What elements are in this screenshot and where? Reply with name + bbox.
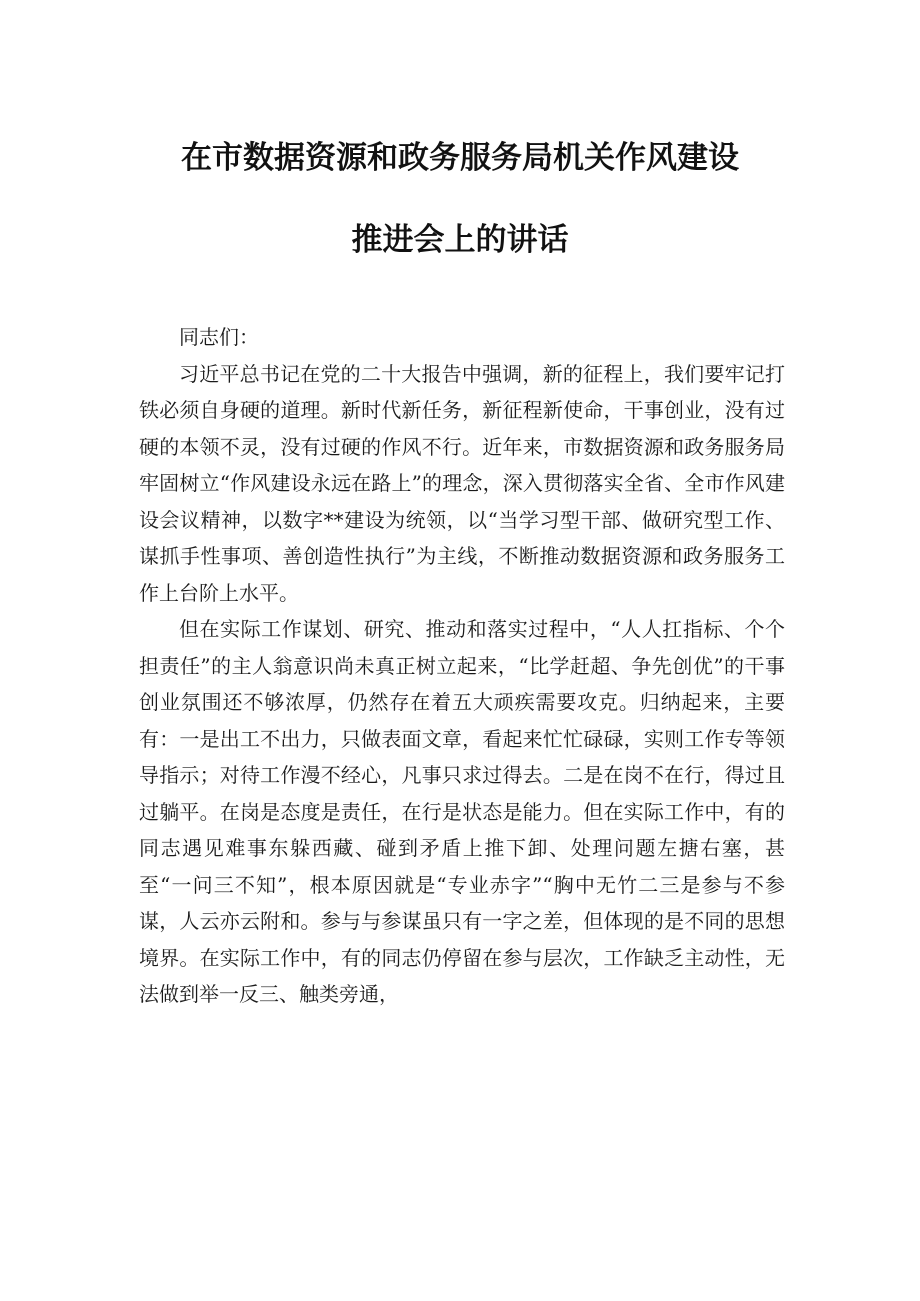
salutation: 同志们：	[179, 325, 259, 349]
document-body	[139, 319, 785, 1013]
body-paragraph-1: 习近平总书记在党的二十大报告中强调，新的征程上，我们要牢记打铁必须自身硬的道理。新时代新任务，新征程新使命，干事创业，没有过硬的本领不灵，没有过硬的作风不行。近年来，市数据资源和政务服务局牢固树立“作风建设永远在路上”的理念，深入贯彻落实全省、全市作风建设会议精神，以数字**建设为统领，以“当学习型干部、做研究型工作、谋抓手性事项、善创造性执行”为主线，不断推动数据资源和政务服务工作上台阶上水平。	[139, 361, 785, 605]
body-paragraph-2: 但在实际工作谋划、研究、推动和落实过程中，“人人扛指标、个个担责任”的主人翁意识尚未真正树立起来，“比学赶超、争先创优”的干事创业氛围还不够浓厚，仍然存在着五大顽疾需要攻克。归纳起来，主要有：一是出工不出力，只做表面文章，看起来忙忙碌碌，实则工作专等领导指示；对待工作漫不经心，凡事只求过得去。二是在岗不在行，得过且过躺平。在岗是态度是责任，在行是状态是能力。但在实际工作中，有的同志遇见难事东躲西藏、碰到矛盾上推下卸、处理问题左搪右塞，甚至“一问三不知”，根本原因就是“专业赤字”“胸中无竹二三是参与不参谋，人云亦云附和。参与与参谋虽只有一字之差，但体现的是不同的思想境界。在实际工作中，有的同志仍停留在参与层次，工作缺乏主动性，无法做到举一反三、触类旁通，	[139, 617, 785, 1006]
document-title-line-2: 推进会上的讲话	[351, 222, 569, 258]
document-title-line-1: 在市数据资源和政务服务局机关作风建设	[181, 140, 739, 176]
